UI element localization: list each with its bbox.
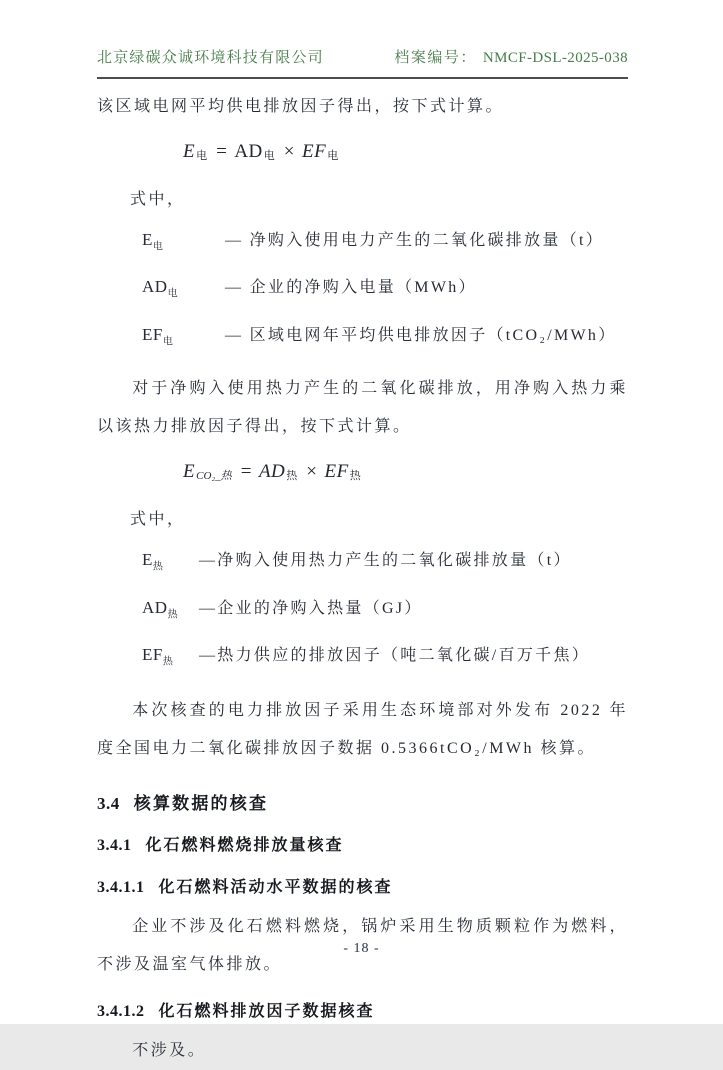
file-number <box>394 46 628 67</box>
paragraph-grid-factor-intro: 该区域电网平均供电排放因子得出，按下式计算。 <box>97 98 505 115</box>
company-name: 北京绿碳众诚环境科技有限公司 <box>97 50 324 66</box>
formula-sub-dian-3: 电 <box>327 150 339 162</box>
definition-row-EF-heat <box>97 635 628 682</box>
formula-var-EF: EF <box>302 141 327 162</box>
paragraph-no-fossil-fuel: 企业不涉及化石燃料燃烧，锅炉采用生物质颗粒作为燃料，不涉及温室气体排放。 <box>97 918 628 974</box>
formula-sub-co2-re: CO₂_热 <box>196 470 232 483</box>
file-number-value: NMCF-DSL-2025-038 <box>482 50 628 66</box>
heading-3-4-1 <box>97 826 628 866</box>
formula-heat-emissions <box>183 461 628 495</box>
paragraph-heat-intro: 对于净购入使用热力产生的二氧化碳排放，用净购入热力乘以该热力排放因子得出，按下式计算。 <box>97 380 628 436</box>
document-body <box>97 82 628 1070</box>
where-label-heat: 式中， <box>130 511 186 529</box>
heading-title: 化石燃料燃烧排放量核查 <box>145 837 344 855</box>
formula-sub-re-1: 热 <box>286 470 298 483</box>
formula-var-AD-heat: AD <box>258 461 286 483</box>
definition-text: — 净购入使用电力产生的二氧化碳排放量（t） <box>225 232 605 249</box>
definition-text: —企业的净购入热量（GJ） <box>199 599 423 617</box>
multiply-sign: × <box>306 461 318 483</box>
symbol-EF-elec: $EF_电$ <box>142 324 173 348</box>
formula-sub-dian-1: 电 <box>196 150 208 162</box>
symbol-EF-heat: $EF_热$ <box>142 644 173 668</box>
equals-sign: = <box>240 461 252 483</box>
heading-3-4-1-2 <box>97 992 628 1032</box>
symbol-E-heat: $E_热$ <box>142 550 163 573</box>
definition-text: — 区域电网年平均供电排放因子（tCO₂/MWh） <box>225 326 617 344</box>
heading-title: 化石燃料排放因子数据核查 <box>158 1003 375 1021</box>
heading-number: 3.4.1.1 <box>97 879 145 897</box>
formula-sub-re-2: 热 <box>349 470 361 483</box>
paragraph-not-applicable: 不涉及。 <box>132 1042 207 1060</box>
symbol-AD-heat: $AD_热$ <box>142 597 178 620</box>
multiply-sign: × <box>283 141 295 162</box>
definition-row-AD-elec <box>97 267 628 314</box>
definition-row-EF-elec <box>97 315 628 362</box>
page-header <box>97 46 628 79</box>
definition-row-E-elec <box>97 220 628 267</box>
symbol-E-elec: $E_电$ <box>142 230 163 253</box>
page-number: - 18 - <box>343 941 380 956</box>
paragraph-emission-factor-value: 本次核查的电力排放因子采用生态环境部对外发布 2022 年度全国电力二氧化碳排放因子数据 0.5366tCO₂/MWh 核算。 <box>97 702 628 758</box>
equals-sign: = <box>216 141 228 162</box>
definition-text: —净购入使用热力产生的二氧化碳排放量（t） <box>199 552 572 570</box>
formula-electricity-emissions <box>183 141 628 175</box>
formula-var-E: E <box>183 141 196 162</box>
heading-3-4 <box>97 784 628 824</box>
formula-var-AD: AD <box>234 141 263 162</box>
where-label-electricity: 式中， <box>130 191 186 208</box>
heading-3-4-1-1 <box>97 868 628 908</box>
symbol-AD-elec: $AD_电$ <box>142 277 178 300</box>
formula-sub-dian-2: 电 <box>263 150 275 162</box>
definition-text: —热力供应的排放因子（吨二氧化碳/百万千焦） <box>199 646 591 664</box>
formula-var-E-heat: E <box>183 461 196 483</box>
heading-number: 3.4.1.2 <box>97 1003 145 1021</box>
file-number-label: 档案编号： <box>394 50 477 66</box>
heading-title: 化石燃料活动水平数据的核查 <box>158 879 393 897</box>
heading-title: 核算数据的核查 <box>133 794 269 814</box>
heading-number: 3.4.1 <box>97 837 132 855</box>
definition-text: — 企业的净购入电量（MWh） <box>225 279 477 297</box>
definition-row-AD-heat <box>97 588 628 635</box>
heading-number: 3.4 <box>97 794 120 814</box>
definition-row-E-heat <box>97 540 628 587</box>
formula-var-EF-heat: EF <box>324 461 349 483</box>
